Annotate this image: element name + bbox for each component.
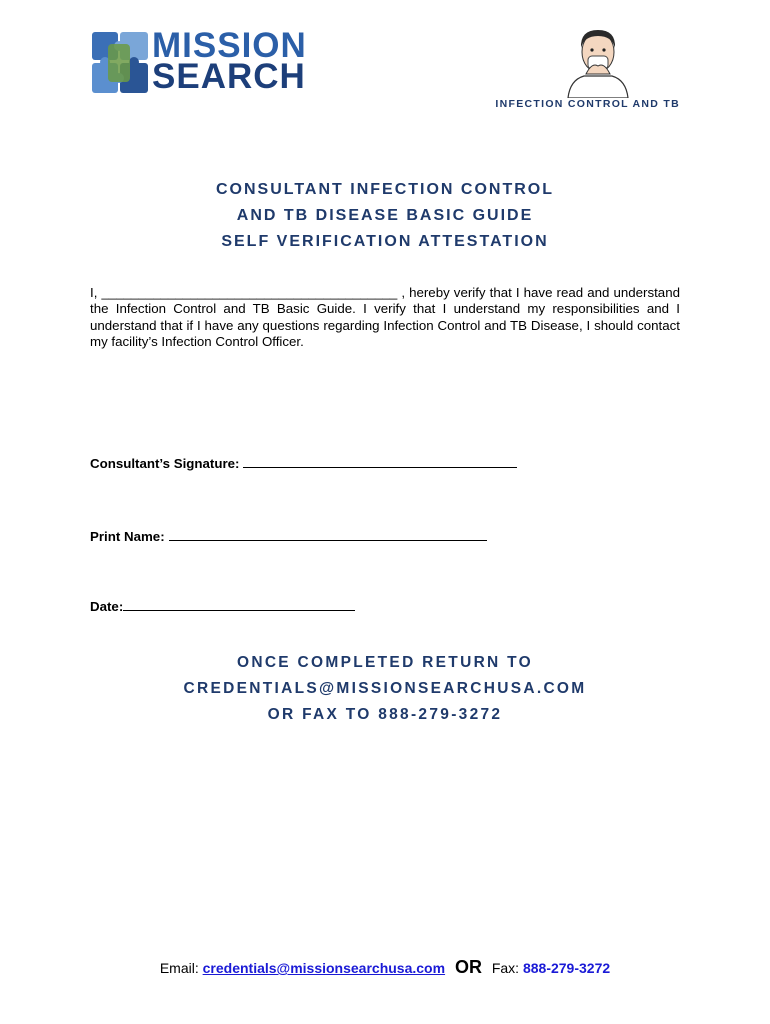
print-name-label: Print Name: (90, 529, 165, 544)
return-email: CREDENTIALS@MISSIONSEARCHUSA.COM (183, 680, 587, 697)
title-line-2: AND TB DISEASE BASIC GUIDE (236, 207, 534, 224)
footer-fax-label: Fax: (491, 960, 520, 976)
footer-email-link[interactable]: credentials@missionsearchusa.com (202, 960, 446, 976)
header-label: INFECTION CONTROL AND TB (495, 98, 680, 110)
person-covering-mouth-icon (562, 22, 634, 98)
footer (0, 957, 770, 978)
paragraph-text: , hereby verify that I have read and understand the Infection Control and TB Basic Guide. I verify that I understand my responsibilities and I understand that if I have any questions regarding Infection Control and TB Disease, I should contact my facility’s Infection Control Officer. (90, 285, 680, 350)
footer-fax-number: 888-279-3272 (522, 960, 611, 976)
footer-or: OR (454, 957, 482, 977)
title-line-1: CONSULTANT INFECTION CONTROL (215, 181, 555, 198)
puzzle-icon (90, 30, 152, 96)
date-field (90, 598, 355, 614)
return-line-1: ONCE COMPLETED RETURN TO (236, 654, 534, 671)
print-name-field (90, 528, 487, 544)
paragraph-prefix: I, (90, 285, 98, 300)
print-name-line[interactable] (169, 528, 487, 541)
attestation-paragraph (90, 285, 680, 351)
logo-word-search: SEARCH (152, 57, 306, 96)
title-line-3: SELF VERIFICATION ATTESTATION (221, 233, 549, 250)
name-blank[interactable]: ________________________________________ (101, 285, 398, 300)
signature-field (90, 455, 517, 471)
signature-label: Consultant’s Signature: (90, 456, 240, 471)
return-fax: OR FAX TO 888-279-3272 (267, 706, 503, 723)
footer-email-label: Email: (159, 960, 199, 976)
date-line[interactable] (123, 598, 355, 611)
signature-line[interactable] (243, 455, 517, 468)
logo-word-mission: MISSION (152, 26, 307, 65)
mission-search-logo (90, 28, 320, 98)
date-label: Date: (90, 599, 124, 614)
